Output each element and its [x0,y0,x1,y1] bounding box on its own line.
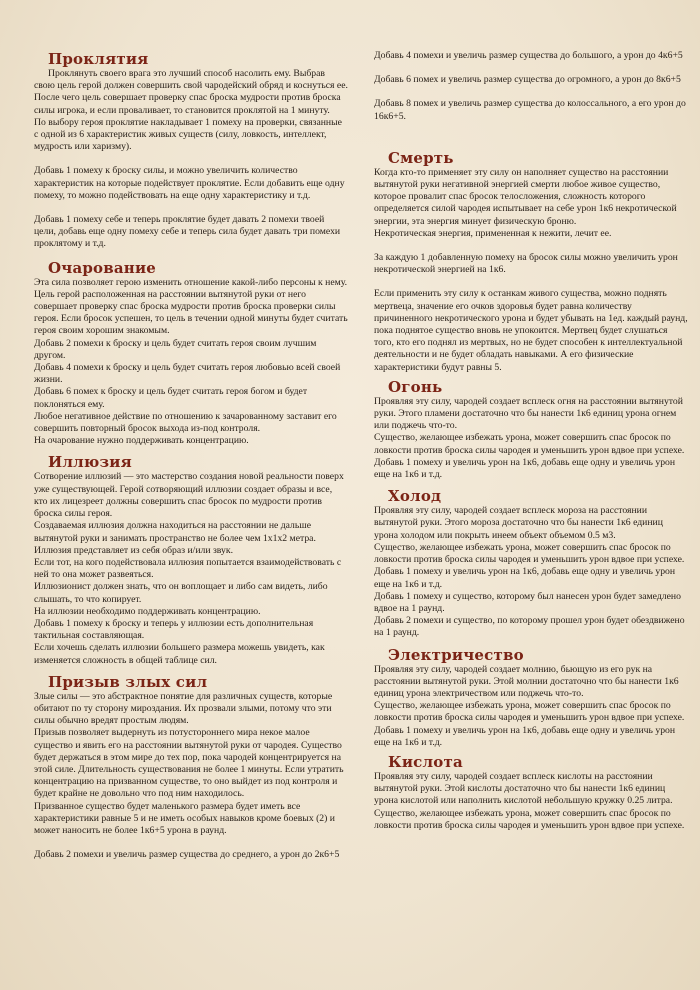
paragraph: За каждую 1 добавленную помеху на бросок силы можно увеличить урон некротической энергией на 1к6. [374,252,678,276]
left-column [34,50,348,861]
paragraph: Сотворение иллюзий — это мастерство создания новой реальности поверх уже существующей. Герой сотворяющий иллюзии создает образы и все, кто их лицезреет должны совершить спас бросок по мудрости против броска силы героя. [34,471,344,520]
paragraph: Добавь 1 помеху к броску силы, и можно увеличить количество характеристик на которые подействует проклятие. Если добавить еще одну помеху, то можно подействовать на еще одну характеристику и т.д. [34,165,345,201]
paragraph: Когда кто-то применяет эту силу он наполняет существо на расстоянии вытянутой руки негативной энергией смерти любое живое существо, которое провалит спас бросок телосложения, сложность которого определяется силой чародея испытывает на себе урон 1к6 некротической энергии, эта энергия минует физическую броню. [374,166,677,227]
section-title-cold: Холод [388,487,442,506]
paragraph: Призыв позволяет выдернуть из потустороннего мира некое малое существо и явить его на расстоянии вытянутой руки от чародея. Существо будет держаться в этом мире до тех пор, пока чародей концентрируется на этой силе. Длительность существования не более 1 минуты. Если утратить концентрацию на призванном существе, то оно выйдет из под контроля и будет крайне не довольно что под ним находилось. [34,727,344,800]
paragraph: Добавь 1 помеху и увеличь урон на 1к6, добавь еще одну и увеличь урон еще на 1к6 и т.д. [374,566,676,590]
paragraph: Добавь 1 помеху к броску и теперь у иллюзии есть дополнительная тактильная составляющая. [34,617,314,642]
paragraph: По выбору героя проклятие накладывает 1 помеху на проверки, связанные с одной из 6 характеристик живых существ (силу, ловкость, интеллект, мудрость или харизму). [34,116,342,153]
paragraph: Существо, желающее избежать урона, может совершить спас бросок по ловкости против броска силы чародея и уменьшить урон вдвое при успехе. [374,700,685,724]
section-title-electricity: Электричество [388,645,524,664]
paragraph: На иллюзии необходимо поддерживать концентрацию. [34,605,261,617]
paragraph: Если применить эту силу к останкам живого существа, можно поднять мертвеца, значение его очков здоровья будет равна количеству причиненного некротического урона и будет убывать на 1ед. каждый раунд, пока поднятое существо вновь не упокоится. Мертвец будет слушаться того, кто его поднял из мертвых, но не будет способен к интеллектуальной деятельности и не будет обладать навыками. А его физические характеристики будут равны 5. [374,288,688,373]
section-title-charm: Очарование [48,258,157,277]
paragraph: Добавь 1 помеху и существо, которому был нанесен урон будет замедлено вдвое на 1 раунд. [374,590,681,614]
paragraph: Существо, желающее избежать урона, может совершить спас бросок по ловкости против броска силы чародея и уменьшить урон вдвое при успехе. [374,541,685,566]
paragraph: Добавь 2 помехи к броску и цель будет считать героя своим лучшим другом. [34,337,317,361]
paragraph: Проявляя эту силу, чародей создает вcплеск мороза на расстоянии вытянутой руки. Этого мороза достаточно что бы нанести 1к6 единиц урона холодом или покрыть инеем объект объемом 0.5 м3. [374,505,663,541]
paragraph: Иллюзия представляет из себя образ и/или звук. [34,544,233,556]
paragraph: Эта сила позволяет герою изменить отношение какой-либо персоны к нему. Цель герой расположенная на расстоянии вытянутой руки от него совершает проверку спас броска мудрости против броска проверки силы героя. Если бросок успешен, то цель в течении одной минуты будет считать героя своим хорошим знакомым. [34,276,348,337]
paragraph: Добавь 1 помеху и увеличь урон на 1к6, добавь еще одну и увеличь урон еще на 1к6 и т.д. [374,724,676,748]
paragraph: Добавь 2 помехи и увеличь размер существа до среднего, а урон до 2к6+5 [34,849,340,861]
paragraph: На очарование нужно поддерживать концентрацию. [34,435,249,447]
section-title-illusion: Иллюзия [48,453,132,472]
paragraph: Добавь 6 помех к броску и цель будет считать героя богом и будет поклоняться ему. [34,386,308,410]
paragraph: Иллюзионист должен знать, что он воплощает и либо сам видеть, либо слышать, то что копирует. [34,581,328,605]
paragraph: Проявляя эту силу, чародей создает вcплеск кислоты на расстоянии вытянутой руки. Этой кислоты достаточно что бы нанести 1к6 единиц урона кислотой или наполнить кислотой небольшую кружку 0.25 литра. [374,770,673,807]
paragraph: Проклянуть своего врага это лучший способ насолить ему. Выбрав свою цель герой должен совершить свой чародейский обряд и коснуться ее. После чего цель совершает проверку спас броска мудрости против броска силы игрока, и если проваливает, то становится проклятой на 1 минуту. [34,68,348,116]
paragraph: Добавь 4 помехи и увеличь размер существа до большого, а урон до 4к6+5 [374,50,683,61]
paragraph: Злые силы — это абстрактное понятие для различных существ, которые обитают по ту сторону мироздания. Их прозвали злыми, потому что эти силы обычно вредят простым людям. [34,690,333,727]
right-column [374,50,688,832]
paragraph: Добавь 1 помеху себе и теперь проклятие будет давать 2 помехи твоей цели, добавь еще одну помеху себе и теперь сила будет давать три помехи проклятому и т.д. [34,214,341,250]
paragraph: Некротическая энергия, примененная к нежити, лечит ее. [374,227,612,239]
paragraph: Добавь 2 помехи и существо, по которому прошел урон будет обездвижено на 1 раунд. [374,615,685,639]
paragraph: Создаваемая иллюзия должна находиться на расстоянии не дальше вытянутой руки и занимать пространство не более чем 1х1х2 метра. [34,520,316,544]
paragraph: Добавь 1 помеху и увеличь урон на 1к6, добавь еще одну и увеличь урон еще на 1к6 и т.д. [374,456,676,481]
paragraph: Добавь 4 помехи к броску и цель будет считать героя любовью всей своей жизни. [34,362,341,386]
paragraph: Добавь 6 помех и увеличь размер существа до огромного, а урон до 8к6+5 [374,74,681,86]
paragraph: Проявляя эту силу, чародей создает молнию, бьющую из его рук на расстоянии вытянутой руки. Этой молнии достаточно что бы нанести 1к6 единиц урона электричеством или поджечь что-то. [374,663,679,699]
paragraph: Любое негативное действие по отношению к зачарованному заставит его совершить повторный бросок выхода из-под контроля. [34,410,337,435]
paragraph: Существо, желающее избежать урона, может совершить спас бросок по ловкости против броска силы чародея и уменьшить урон вдвое при успехе. [374,807,685,831]
paragraph: Существо, желающее избежать урона, может совершить спас бросок по ловкости против броска силы чародея и уменьшить урон вдвое при успехе. [374,432,685,456]
section-title-summon: Призыв злых сил [48,672,208,691]
paragraph: Если тот, на кого подействовала иллюзия попытается взаимодействовать с ней то она может развеяться. [34,556,342,581]
paragraph: Призванное существо будет маленького размера будет иметь все характеристики равные 5 и не иметь особых навыков кроме боевых (2) и может наносить не более 1к6+5 урона в раунд. [34,800,335,836]
section-title-curses: Проклятия [48,50,149,68]
paragraph: Добавь 8 помех и увеличь размер существа до колоссального, а его урон до 16к6+5. [374,98,686,122]
section-title-acid: Кислота [388,752,463,771]
paragraph: Проявляя эту силу, чародей создает вcплеск огня на расстоянии вытянутой руки. Этого пламени достаточно что бы нанести 1к6 единиц урона огнем или поджечь что-то. [374,395,683,432]
section-title-fire: Огонь [388,377,443,396]
section-title-death: Смерть [388,148,454,167]
paragraph: Если хочешь сделать иллюзии большего размера можешь увидеть, как изменяется сложность в общей таблице сил. [34,642,325,666]
